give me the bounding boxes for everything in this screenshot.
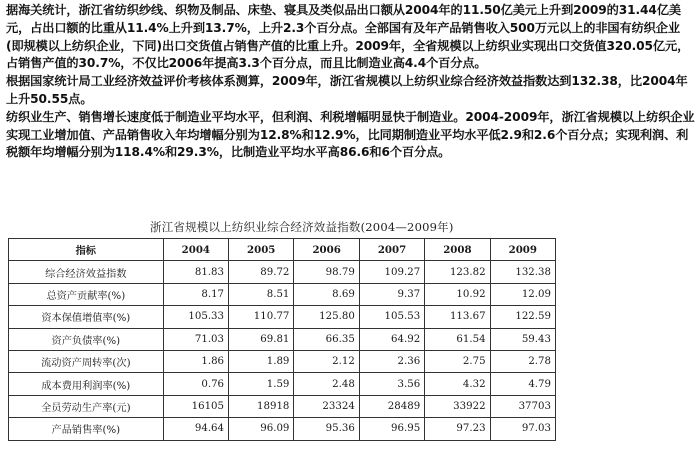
table-row <box>9 283 556 305</box>
cell-value: 2.48 <box>294 373 359 395</box>
cell-value: 113.67 <box>425 306 490 328</box>
table-row <box>9 373 556 395</box>
cell-value: 96.95 <box>359 418 424 440</box>
header-year: 2007 <box>359 239 424 261</box>
cell-value: 59.43 <box>490 328 555 350</box>
cell-value: 97.23 <box>425 418 490 440</box>
table-row <box>9 328 556 350</box>
cell-value: 110.77 <box>229 306 294 328</box>
cell-value: 4.79 <box>490 373 555 395</box>
cell-value: 123.82 <box>425 261 490 283</box>
header-year: 2009 <box>490 239 555 261</box>
cell-value: 18918 <box>229 395 294 417</box>
cell-value: 8.17 <box>163 283 228 305</box>
cell-value: 12.09 <box>490 283 555 305</box>
cell-value: 71.03 <box>163 328 228 350</box>
cell-value: 94.64 <box>163 418 228 440</box>
cell-value: 95.36 <box>294 418 359 440</box>
cell-value: 2.78 <box>490 350 555 372</box>
cell-value: 10.92 <box>425 283 490 305</box>
cell-value: 2.36 <box>359 350 424 372</box>
cell-value: 132.38 <box>490 261 555 283</box>
cell-value: 28489 <box>359 395 424 417</box>
cell-value: 8.69 <box>294 283 359 305</box>
header-indicator: 指标 <box>9 239 164 261</box>
row-label: 综合经济效益指数 <box>9 261 164 283</box>
cell-value: 9.37 <box>359 283 424 305</box>
cell-value: 64.92 <box>359 328 424 350</box>
table-row <box>9 395 556 417</box>
row-label: 流动资产周转率(次) <box>9 350 164 372</box>
cell-value: 69.81 <box>229 328 294 350</box>
paragraph-export: 据海关统计，浙江省纺织纱线、织物及制品、床垫、寝具及类似品出口额从2004年的11.50亿美元上升到2009的31.44亿美元，占出口额的比重从11.4%上升到13.7%，上升2.3个百分点。全部国有及年产品销售收入500万元以上的非国有纺织企业(即规模以上纺织企业，下同)出口交货值占销售产值的比重上升。2009年，全省规模以上纺织业实现出口交货值320.05亿元，占销售产值的30.7%，不仅比2006年提高3.3个百分点，而且比制造业高4.4个百分点。 <box>6 3 690 71</box>
cell-value: 105.33 <box>163 306 228 328</box>
header-year: 2004 <box>163 239 228 261</box>
paragraph-efficiency-index: 根据国家统计局工业经济效益评价考核体系测算，2009年，浙江省规模以上纺织业综合经济效益指数达到132.38，比2004年上升50.55点。 <box>6 74 688 106</box>
cell-value: 66.35 <box>294 328 359 350</box>
row-label: 总资产贡献率(%) <box>9 283 164 305</box>
header-year: 2008 <box>425 239 490 261</box>
table-row <box>9 261 556 283</box>
table-header-row <box>9 239 556 261</box>
paragraph-growth: 纺织业生产、销售增长速度低于制造业平均水平，但利润、利税增幅明显快于制造业。2004-2009年，浙江省规模以上纺织企业实现工业增加值、产品销售收入年均增幅分别为12.8%和12.9%，比同期制造业平均水平低2.9和2.6个百分点；实现利润、利税额年均增幅分别为118.4%和29.3%，比制造业平均水平高86.6和6个百分点。 <box>6 109 695 160</box>
table-row <box>9 350 556 372</box>
row-label: 全员劳动生产率(元) <box>9 395 164 417</box>
cell-value: 125.80 <box>294 306 359 328</box>
row-label: 产品销售率(%) <box>9 418 164 440</box>
cell-value: 61.54 <box>425 328 490 350</box>
row-label: 成本费用利润率(%) <box>9 373 164 395</box>
header-year: 2005 <box>229 239 294 261</box>
body-text <box>6 2 696 162</box>
row-label: 资产负债率(%) <box>9 328 164 350</box>
cell-value: 2.12 <box>294 350 359 372</box>
table-title: 浙江省规模以上纺织业综合经济效益指数(2004—2009年) <box>150 220 454 234</box>
cell-value: 8.51 <box>229 283 294 305</box>
cell-value: 98.79 <box>294 261 359 283</box>
cell-value: 81.83 <box>163 261 228 283</box>
cell-value: 4.32 <box>425 373 490 395</box>
table-row <box>9 418 556 440</box>
cell-value: 122.59 <box>490 306 555 328</box>
cell-value: 1.89 <box>229 350 294 372</box>
cell-value: 3.56 <box>359 373 424 395</box>
efficiency-index-table <box>8 238 556 441</box>
cell-value: 37703 <box>490 395 555 417</box>
cell-value: 33922 <box>425 395 490 417</box>
cell-value: 2.75 <box>425 350 490 372</box>
cell-value: 1.59 <box>229 373 294 395</box>
cell-value: 0.76 <box>163 373 228 395</box>
cell-value: 89.72 <box>229 261 294 283</box>
cell-value: 1.86 <box>163 350 228 372</box>
cell-value: 23324 <box>294 395 359 417</box>
row-label: 资本保值增值率(%) <box>9 306 164 328</box>
cell-value: 16105 <box>163 395 228 417</box>
cell-value: 96.09 <box>229 418 294 440</box>
table-row <box>9 306 556 328</box>
cell-value: 105.53 <box>359 306 424 328</box>
cell-value: 97.03 <box>490 418 555 440</box>
cell-value: 109.27 <box>359 261 424 283</box>
header-year: 2006 <box>294 239 359 261</box>
